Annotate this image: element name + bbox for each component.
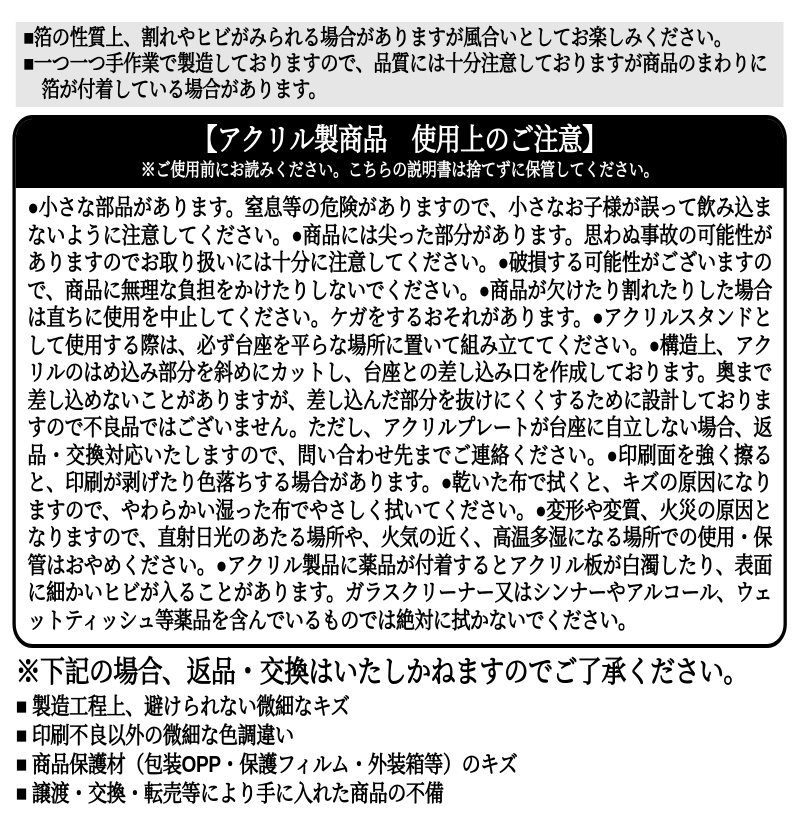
care-notice-sheet bbox=[0, 22, 800, 808]
caution-header bbox=[16, 119, 784, 188]
foil-notice-line: ■一つ一つ手作業で製造しておりますので、品質には十分注意しておりますが商品のまわりに箔が付着している場合があります。 bbox=[23, 51, 768, 102]
foil-notice-line: ■箔の性質上、割れやヒビがみられる場合がありますが風合いとしてお楽しみください。 bbox=[23, 25, 732, 50]
returns-item: ■ 印刷不良以外の微細な色調違い bbox=[15, 722, 294, 748]
returns-item: ■ 商品保護材（包装OPP・保護フィルム・外装箱等）のキズ bbox=[15, 751, 518, 777]
content-area bbox=[0, 22, 800, 808]
returns-section bbox=[16, 655, 782, 808]
foil-notice-panel bbox=[16, 22, 784, 107]
returns-item: ■ 譲渡・交換・転売等により手に入れた商品の不備 bbox=[15, 780, 444, 806]
caution-box bbox=[12, 115, 786, 648]
caution-title: 【アクリル製商品 使用上のご注意】 bbox=[192, 124, 607, 157]
returns-heading: ※下記の場合、返品・交換はいたしかねますのでご了承ください。 bbox=[15, 656, 748, 689]
returns-item: ■ 製造工程上、避けられない微細なキズ bbox=[15, 693, 350, 719]
caution-body-text: ●小さな部品があります。窒息等の危険がありますので、小さなお子様が誤って飲み込まないように注意してください。●商品には尖った部分があります。思わぬ事故の可能性がありますのでお取り扱いには十分に注意してください。●破損する可能性がございますので、商品に無理な負担をかけたりしないでください。●商品が欠けたり割れたりした場合は直ちに使用を中止してください。ケガをするおそれがあります。●アクリルスタンドとして使用する際は、必ず台座を平らな場所に置いて組み立ててください。●構造上、アクリルのはめ込み部分を斜めにカットし、台座との差し込み口を作成しております。奥まで差し込めないことがありますが、差し込んだ部分を抜けにくくするために設計しておりますので不良品ではございません。ただし、アクリルプレートが台座に自立しない場合、返品・交換対応いたしますので、問い合わせ先までご連絡ください。●印刷面を強く擦ると、印刷が剥げたり色落ちする場合があります。●乾いた布で拭くと、キズの原因になりますので、やわらかい湿った布でやさしく拭いてください。●変形や変質、火災の原因となりますので、直射日光のあたる場所や、火気の近く、高温多湿になる場所での使用・保管はおやめください。●アクリル製品に薬品が付着するとアクリル板が白濁したり、表面に細かいヒビが入ることがあります。ガラスクリーナー又はシンナーやアルコール、ウェットティッシュ等薬品を含んでいるものでは絶対に拭かないでください。 bbox=[27, 194, 772, 633]
caution-subtitle: ※ご使用前にお読みください。こちらの説明書は捨てずに保管してください。 bbox=[140, 160, 659, 180]
